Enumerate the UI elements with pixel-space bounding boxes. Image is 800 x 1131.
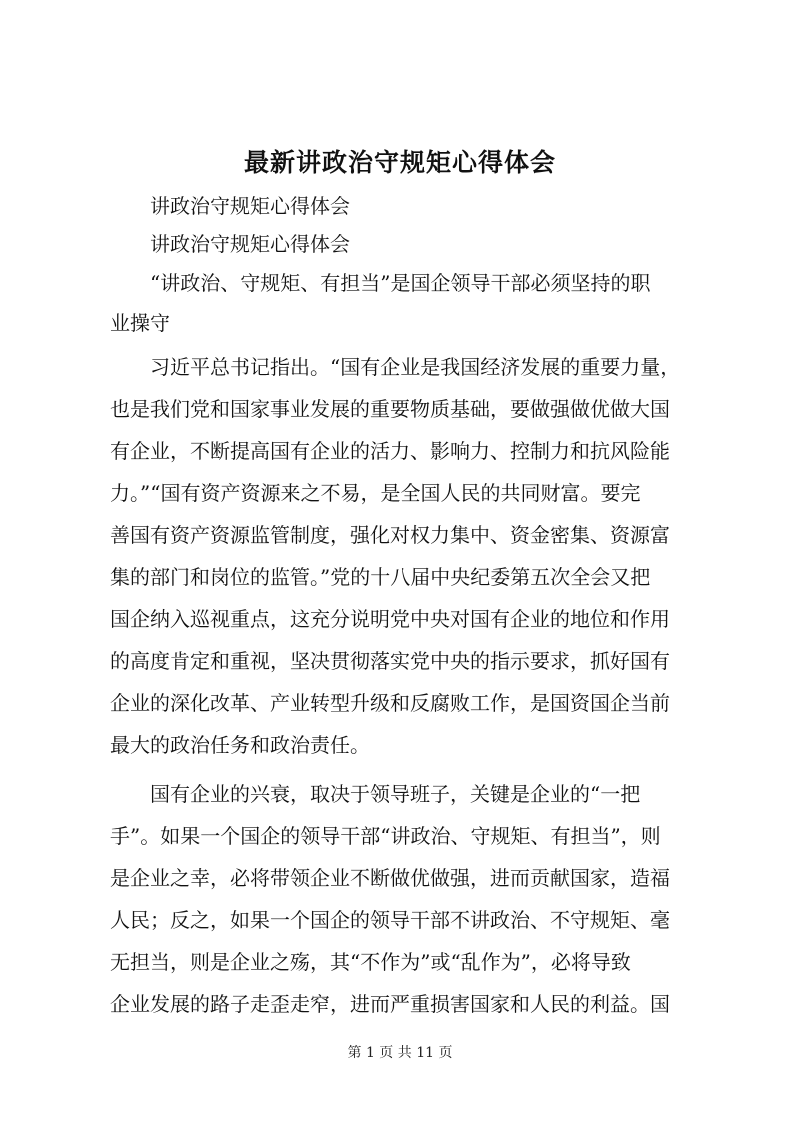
paragraph-line: 国企纳入巡视重点，这充分说明党中央对国有企业的地位和作用 bbox=[110, 607, 670, 631]
paragraph-line: 手”。如果一个国企的领导干部“讲政治、守规矩、有担当”，则 bbox=[110, 824, 661, 848]
paragraph-line: 是企业之幸，必将带领企业不断做优做强，进而贡献国家，造福 bbox=[110, 866, 670, 890]
paragraph-line: “讲政治、守规矩、有担当”是国企领导干部必须坚持的职 bbox=[150, 271, 651, 295]
paragraph-line: 集的部门和岗位的监管。”党的十八届中央纪委第五次全会又把 bbox=[110, 565, 651, 589]
paragraph-line: 力。”“国有资产资源来之不易，是全国人民的共同财富。要完 bbox=[110, 481, 641, 505]
paragraph-line: 国有企业的兴衰，取决于领导班子，关键是企业的“一把 bbox=[150, 782, 641, 806]
paragraph-line: 有企业，不断提高国有企业的活力、影响力、控制力和抗风险能 bbox=[110, 439, 670, 463]
paragraph-line: 习近平总书记指出。“国有企业是我国经济发展的重要力量， bbox=[150, 355, 681, 379]
paragraph-line: 业操守 bbox=[110, 311, 170, 335]
paragraph-line: 企业发展的路子走歪走窄，进而严重损害国家和人民的利益。国 bbox=[110, 992, 670, 1016]
paragraph-line: 善国有资产资源监管制度，强化对权力集中、资金密集、资源富 bbox=[110, 523, 670, 547]
paragraph-line: 无担当，则是企业之殇，其“不作为”或“乱作为”，必将导致 bbox=[110, 950, 631, 974]
paragraph-line: 最大的政治任务和政治责任。 bbox=[110, 733, 370, 757]
document-title: 最新讲政治守规矩心得体会 bbox=[243, 148, 556, 177]
page-footer: 第 1 页 共 11 页 bbox=[347, 1045, 453, 1061]
paragraph-line: 人民；反之，如果一个国企的领导干部不讲政治、不守规矩、毫 bbox=[110, 908, 670, 932]
paragraph-line: 企业的深化改革、产业转型升级和反腐败工作，是国资国企当前 bbox=[110, 691, 670, 715]
subtitle-line: 讲政治守规矩心得体会 bbox=[150, 194, 350, 218]
paragraph-line: 也是我们党和国家事业发展的重要物质基础，要做强做优做大国 bbox=[110, 397, 670, 421]
paragraph-line: 的高度肯定和重视，坚决贯彻落实党中央的指示要求，抓好国有 bbox=[110, 649, 670, 673]
subtitle-line: 讲政治守规矩心得体会 bbox=[150, 232, 350, 256]
